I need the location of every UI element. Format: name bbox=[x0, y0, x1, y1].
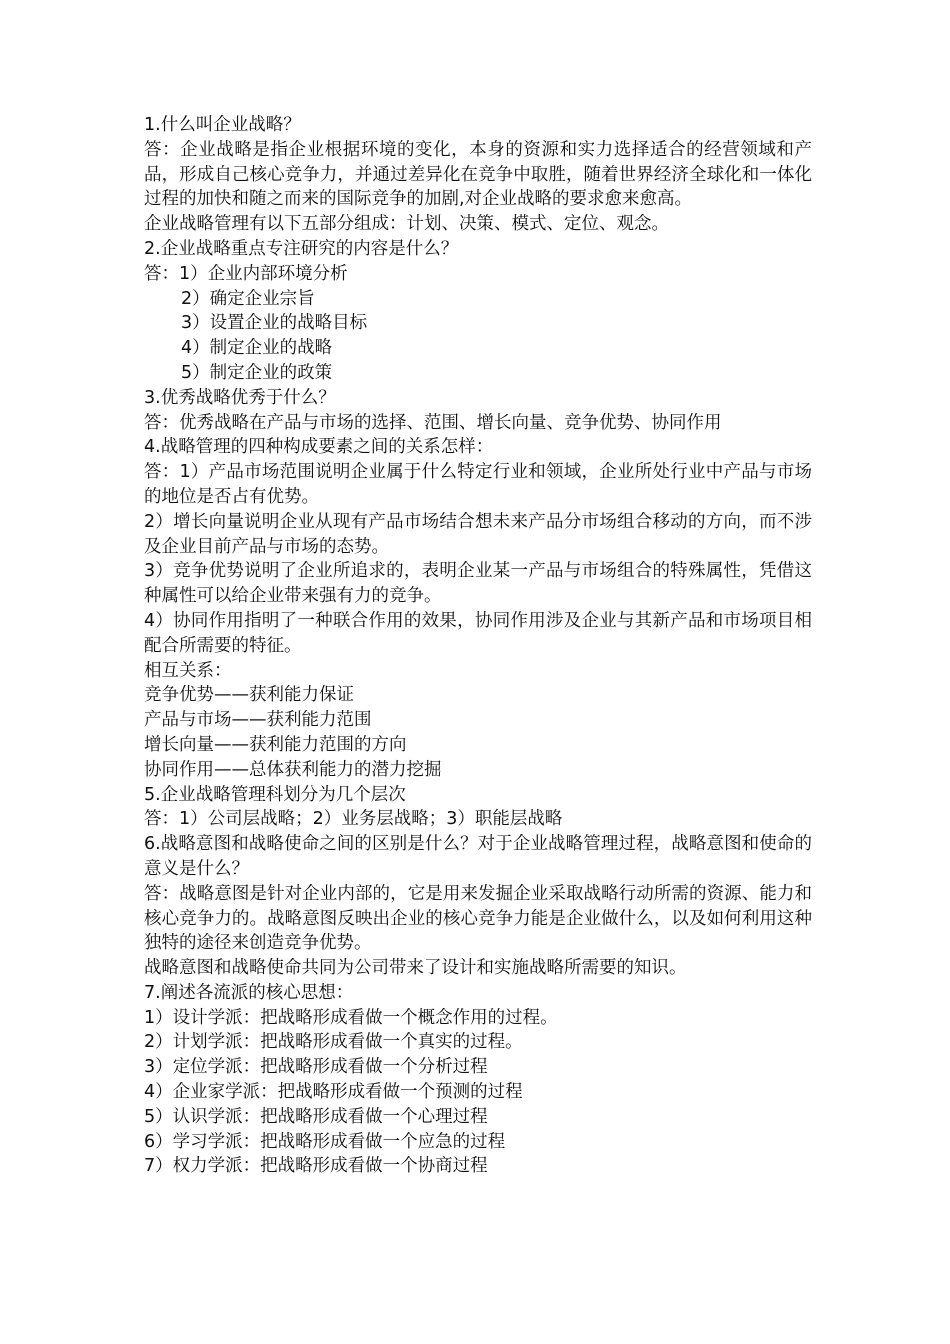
relation-item: 协同作用——总体获利能力的潜力挖掘 bbox=[144, 759, 442, 780]
answer-4-point: 2）增长向量说明企业从现有产品市场结合想未来产品分市场组合移动的方向，而不涉及企业目前产品与市场的态势。 bbox=[144, 511, 812, 557]
answer-5: 答：1）公司层战略；2）业务层战略；3）职能层战略 bbox=[144, 809, 563, 830]
answer-2-item: 3）设置企业的战略目标 bbox=[181, 313, 368, 334]
school-item: 2）计划学派：把战略形成看做一个真实的过程。 bbox=[144, 1032, 523, 1053]
relation-title: 相互关系： bbox=[144, 660, 232, 681]
relation-item: 产品与市场——获利能力范围 bbox=[144, 710, 372, 731]
answer-3: 答：优秀战略在产品与市场的选择、范围、增长向量、竞争优势、协同作用 bbox=[144, 412, 722, 433]
school-item: 1）设计学派：把战略形成看做一个概念作用的过程。 bbox=[144, 1007, 558, 1028]
answer-4-point: 答：1）产品市场范围说明企业属于什么特定行业和领域，企业所处行业中产品与市场的地位是否占有优势。 bbox=[144, 462, 812, 507]
answer-6-note: 战略意图和战略使命共同为公司带来了设计和实施战略所需要的知识。 bbox=[144, 958, 687, 979]
answer-1: 答：企业战略是指企业根据环境的变化，本身的资源和实力选择适合的经营领域和产品，形成自己核心竞争力，并通过差异化在竞争中取胜，随着世界经济全球化和一体化过程的加快和随之而来的国际竞争的加剧,对企业战略的要求愈来愈高。 bbox=[144, 139, 812, 210]
question-2: 2.企业战略重点专注研究的内容是什么？ bbox=[144, 238, 459, 259]
school-item: 3）定位学派：把战略形成看做一个分析过程 bbox=[144, 1057, 488, 1078]
answer-4-point: 4）协同作用指明了一种联合作用的效果，协同作用涉及企业与其新产品和市场项目相配合所需要的特征。 bbox=[144, 610, 812, 656]
answer-2-item: 2）确定企业宗旨 bbox=[181, 288, 315, 309]
question-1: 1.什么叫企业战略？ bbox=[144, 115, 301, 135]
question-6: 6.战略意图和战略使命之间的区别是什么？对于企业战略管理过程，战略意图和使命的意义是什么？ bbox=[144, 834, 812, 879]
question-7: 7.阐述各流派的核心思想： bbox=[144, 982, 354, 1003]
relation-item: 竞争优势——获利能力保证 bbox=[144, 685, 354, 706]
school-item: 4）企业家学派：把战略形成看做一个预测的过程 bbox=[144, 1082, 523, 1103]
answer-6: 答：战略意图是针对企业内部的，它是用来发掘企业采取战略行动所需的资源、能力和核心竞争力的。战略意图反映出企业的核心竞争力能是企业做什么，以及如何利用这种独特的途径来创造竞争优势。 bbox=[144, 883, 812, 954]
school-item: 5）认识学派：把战略形成看做一个心理过程 bbox=[144, 1106, 488, 1127]
answer-1-note: 企业战略管理有以下五部分组成：计划、决策、模式、定位、观念。 bbox=[144, 214, 669, 235]
question-4: 4.战略管理的四种构成要素之间的关系怎样： bbox=[144, 437, 494, 458]
school-item: 7）权力学派：把战略形成看做一个协商过程 bbox=[144, 1156, 488, 1177]
answer-2-item: 4）制定企业的战略 bbox=[181, 338, 333, 359]
question-5: 5.企业战略管理科划分为几个层次 bbox=[144, 784, 406, 805]
answer-2-item: 答：1）企业内部环境分析 bbox=[144, 263, 348, 284]
answer-4-point: 3）竞争优势说明了企业所追求的，表明企业某一产品与市场组合的特殊属性，凭借这种属性可以给企业带来强有力的竞争。 bbox=[144, 561, 812, 607]
document-body bbox=[144, 113, 812, 1179]
relation-item: 增长向量——获利能力范围的方向 bbox=[144, 734, 407, 755]
school-item: 6）学习学派：把战略形成看做一个应急的过程 bbox=[144, 1131, 506, 1152]
answer-2-item: 5）制定企业的政策 bbox=[181, 362, 333, 383]
question-3: 3.优秀战略优秀于什么？ bbox=[144, 387, 336, 408]
